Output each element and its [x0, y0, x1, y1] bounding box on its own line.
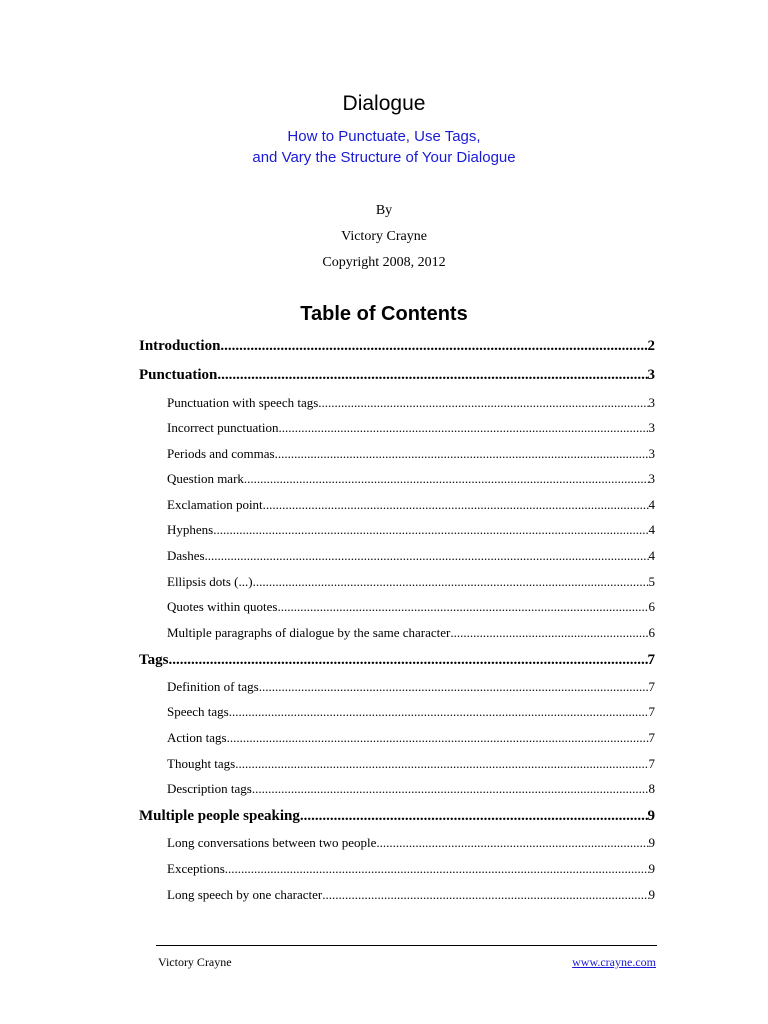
- toc-entry-label: Multiple people speaking: [139, 808, 300, 824]
- toc-entry-page: 7: [647, 652, 655, 668]
- toc-entry-page: 5: [648, 574, 655, 589]
- toc-entry-label: Thought tags: [167, 756, 236, 771]
- toc-entry-periods-and-commas[interactable]: [167, 446, 655, 462]
- toc-entry-label: Action tags: [167, 730, 227, 745]
- toc-entry-label: Incorrect punctuation: [167, 420, 279, 435]
- toc-entry-page: 4: [648, 522, 655, 537]
- toc-entry-page: 7: [648, 704, 655, 719]
- toc-entry-page: 9: [647, 808, 655, 824]
- toc-entry-multiple-paragraphs[interactable]: [167, 625, 655, 641]
- footer-divider: [156, 945, 657, 946]
- toc-entry-definition-of-tags[interactable]: [167, 679, 655, 695]
- toc-entry-page: 3: [648, 420, 655, 435]
- toc-entry-page: 6: [648, 625, 655, 640]
- toc-entry-ellipsis-dots[interactable]: [167, 574, 655, 590]
- toc-entry-label: Dashes: [167, 548, 205, 563]
- toc-entry-label: Ellipsis dots (...): [167, 574, 253, 589]
- toc-entry-punctuation[interactable]: [139, 367, 655, 384]
- document-title: Dialogue: [342, 92, 426, 115]
- by-line: By: [375, 203, 393, 218]
- footer-author: Victory Crayne: [158, 955, 232, 969]
- toc-entry-description-tags[interactable]: [167, 781, 655, 797]
- toc-entry-hyphens[interactable]: [167, 522, 655, 538]
- toc-entry-thought-tags[interactable]: [167, 756, 655, 772]
- toc-entry-page: 4: [648, 497, 655, 512]
- subtitle-line-2: and Vary the Structure of Your Dialogue: [252, 149, 516, 166]
- toc-entry-label: Introduction: [139, 338, 221, 354]
- toc-heading: Table of Contents: [300, 303, 468, 325]
- toc-entry-page: 7: [648, 679, 655, 694]
- toc-entry-page: 9: [648, 887, 655, 902]
- toc-entry-page: 9: [648, 861, 655, 876]
- toc-entry-label: Exceptions: [167, 861, 225, 876]
- toc-entry-label: Tags: [139, 652, 169, 668]
- toc-entry-label: Punctuation: [139, 367, 218, 383]
- copyright-notice: Copyright 2008, 2012: [322, 255, 446, 270]
- toc-entry-question-mark[interactable]: [167, 471, 655, 487]
- toc-entry-punctuation-with-speech-tags[interactable]: [167, 395, 655, 411]
- toc-entry-label: Long conversations between two people: [167, 835, 377, 850]
- toc-entry-label: Quotes within quotes: [167, 599, 278, 614]
- toc-entry-exceptions[interactable]: [167, 861, 655, 877]
- toc-entry-label: Definition of tags: [167, 679, 259, 694]
- toc-entry-label: Punctuation with speech tags: [167, 395, 319, 410]
- toc-entry-long-conversations[interactable]: [167, 835, 655, 851]
- toc-entry-page: 7: [648, 730, 655, 745]
- toc-entry-page: 3: [647, 367, 655, 383]
- toc-entry-label: Description tags: [167, 781, 252, 796]
- toc-entry-page: 3: [648, 471, 655, 486]
- toc-entry-label: Multiple paragraphs of dialogue by the same character: [167, 625, 451, 640]
- toc-entry-label: Long speech by one character: [167, 887, 323, 902]
- toc-entry-page: 3: [648, 395, 655, 410]
- toc-entry-label: Periods and commas: [167, 446, 275, 461]
- toc-entry-label: Exclamation point: [167, 497, 263, 512]
- toc-entry-introduction[interactable]: [139, 338, 655, 355]
- toc-entry-page: 9: [648, 835, 655, 850]
- toc-entry-page: 3: [648, 446, 655, 461]
- toc-entry-incorrect-punctuation[interactable]: [167, 420, 655, 436]
- author-name: Victory Crayne: [341, 229, 427, 244]
- footer-website-link[interactable]: www.crayne.com: [572, 955, 656, 969]
- subtitle-line-1: How to Punctuate, Use Tags,: [287, 128, 481, 145]
- toc-entry-page: 8: [648, 781, 655, 796]
- toc-entry-page: 2: [647, 338, 655, 354]
- toc-entry-tags[interactable]: [139, 652, 655, 669]
- toc-entry-label: Speech tags: [167, 704, 229, 719]
- toc-entry-quotes-within-quotes[interactable]: [167, 599, 655, 615]
- toc-entry-label: Hyphens: [167, 522, 214, 537]
- toc-entry-page: 4: [648, 548, 655, 563]
- toc-entry-exclamation-point[interactable]: [167, 497, 655, 513]
- toc-entry-long-speech[interactable]: [167, 887, 655, 903]
- toc-entry-action-tags[interactable]: [167, 730, 655, 746]
- toc-entry-page: 7: [648, 756, 655, 771]
- toc-entry-multiple-people-speaking[interactable]: [139, 808, 655, 825]
- toc-entry-label: Question mark: [167, 471, 244, 486]
- toc-entry-speech-tags[interactable]: [167, 704, 655, 720]
- toc-entry-page: 6: [648, 599, 655, 614]
- toc-entry-dashes[interactable]: [167, 548, 655, 564]
